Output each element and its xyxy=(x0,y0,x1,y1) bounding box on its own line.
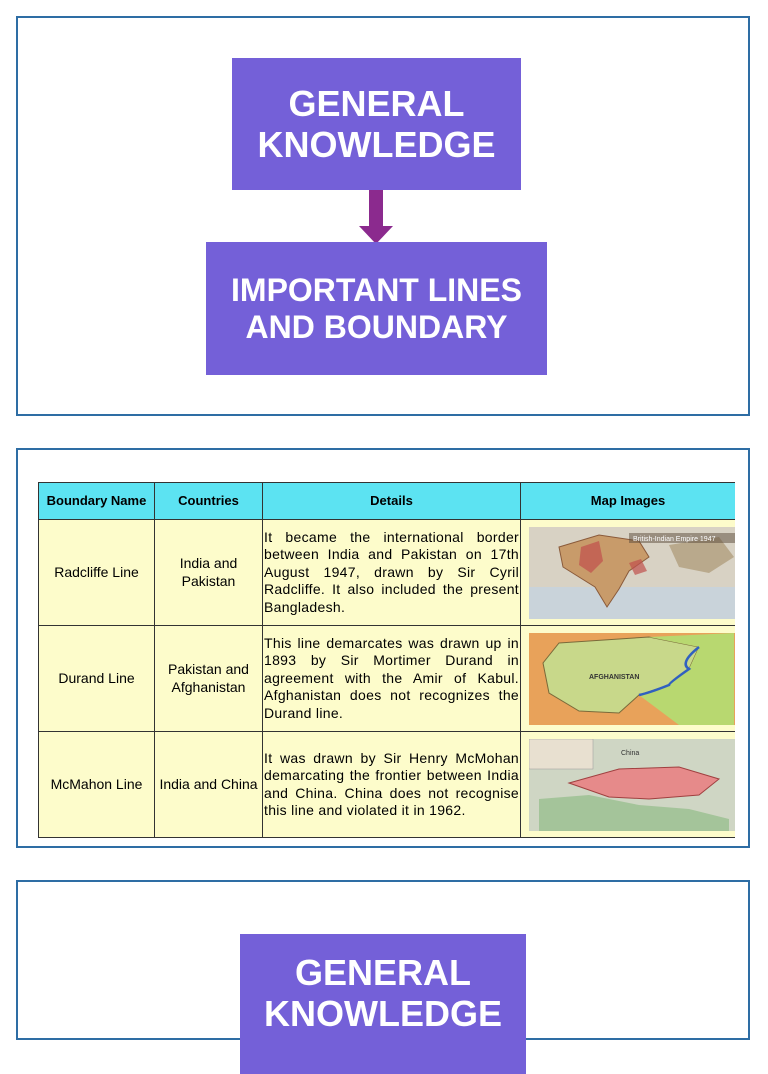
table-header-row xyxy=(39,483,736,520)
map-caption: China xyxy=(621,749,640,757)
table-row xyxy=(39,520,736,626)
boundary-table xyxy=(38,482,735,838)
header-details: Details xyxy=(263,483,521,520)
boundary-name-cell: McMahon Line xyxy=(39,732,155,838)
map-cell xyxy=(521,732,736,838)
general-knowledge-box: GENERAL KNOWLEDGE xyxy=(240,934,526,1074)
radcliffe-map-image xyxy=(529,527,735,619)
durand-map-image xyxy=(529,633,735,725)
countries-cell: India and Pakistan xyxy=(155,520,263,626)
slide-title xyxy=(16,16,750,416)
map-cell xyxy=(521,520,736,626)
boundary-table-wrapper xyxy=(38,482,735,838)
slide-table xyxy=(16,448,750,848)
boundary-name-cell: Durand Line xyxy=(39,626,155,732)
details-cell: This line demarcates was drawn up in 1893 by Sir Mortimer Durand in agreement with the Amir of Kabul. Afghanistan does not recognizes the Durand line. xyxy=(263,626,521,732)
map-caption: AFGHANISTAN xyxy=(589,673,640,681)
boundary-name-cell: Radcliffe Line xyxy=(39,520,155,626)
general-knowledge-box: GENERAL KNOWLEDGE xyxy=(232,58,521,190)
topic-box: IMPORTANT LINES AND BOUNDARY xyxy=(206,242,547,375)
down-arrow-icon xyxy=(359,190,393,244)
countries-cell: Pakistan and Afghanistan xyxy=(155,626,263,732)
header-countries: Countries xyxy=(155,483,263,520)
map-caption: British-Indian Empire 1947 xyxy=(633,535,716,543)
mcmahon-map-image xyxy=(529,739,735,831)
map-cell xyxy=(521,626,736,732)
details-cell: It was drawn by Sir Henry McMohan demarcating the frontier between India and China. China does not recognise this line and violated it in 1962. xyxy=(263,732,521,838)
slide-title-next xyxy=(16,880,750,1040)
header-map-images: Map Images xyxy=(521,483,736,520)
details-cell: It became the international border between India and Pakistan on 17th August 1947, drawn by Sir Cyril Radcliffe. It also included the present Bangladesh. xyxy=(263,520,521,626)
header-boundary-name: Boundary Name xyxy=(39,483,155,520)
countries-cell: India and China xyxy=(155,732,263,838)
table-row xyxy=(39,626,736,732)
table-row xyxy=(39,732,736,838)
